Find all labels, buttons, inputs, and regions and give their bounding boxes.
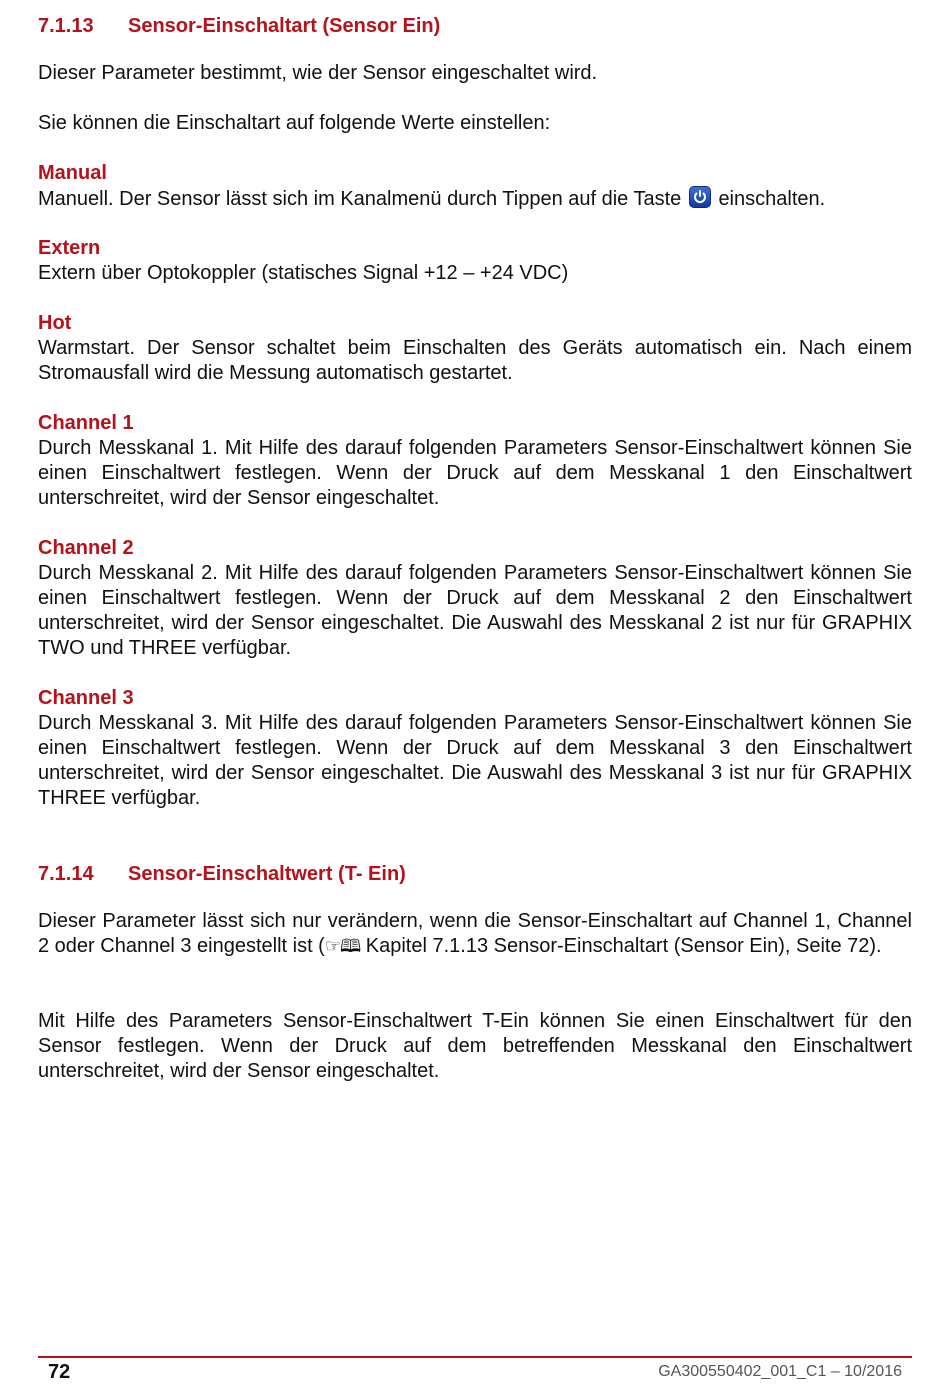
manual-text-before: Manuell. Der Sensor lässt sich im Kanalmenü durch Tippen auf die Taste xyxy=(38,188,682,210)
intro-paragraph-1: Dieser Parameter bestimmt, wie der Sensor eingeschaltet wird. xyxy=(38,62,598,84)
power-key-icon xyxy=(689,186,711,208)
option-label-hot: Hot xyxy=(38,312,72,334)
para1-before: Dieser Parameter lässt sich nur verändern, wenn die Sensor-Einschaltart auf Channel 1, Channel 2 oder Channel 3 eingestellt ist ( xyxy=(38,910,912,957)
section-number: 7.1.13 xyxy=(38,15,94,37)
para1-after: Kapitel 7.1.13 Sensor-Einschaltart (Sensor Ein), Seite 72). xyxy=(360,935,882,957)
page-number: 72 xyxy=(48,1361,71,1383)
cross-reference-icon: ☞🕮 xyxy=(324,936,361,956)
intro-paragraph-2: Sie können die Einschaltart auf folgende Werte einstellen: xyxy=(38,112,551,134)
section-heading-7-1-14 xyxy=(38,862,406,886)
option-text-extern: Extern über Optokoppler (statisches Signal +12 – +24 VDC) xyxy=(38,262,569,284)
section-title: Sensor-Einschaltart (Sensor Ein) xyxy=(128,15,441,37)
option-label-channel-2: Channel 2 xyxy=(38,537,134,559)
section2-paragraph-2: Mit Hilfe des Parameters Sensor-Einschaltwert T-Ein können Sie einen Einschaltwert für den Sensor festlegen. Wenn der Druck auf dem betreffenden Messkanal den Einschaltwert unterschreitet, wird der Sensor eingeschaltet. xyxy=(38,1010,912,1082)
option-text-hot: Warmstart. Der Sensor schaltet beim Einschalten des Geräts automatisch ein. Nach einem Stromausfall wird die Messung automatisch gestartet. xyxy=(38,337,912,384)
footer-divider xyxy=(38,1356,912,1358)
option-label-channel-3: Channel 3 xyxy=(38,687,134,709)
option-text-channel-2: Durch Messkanal 2. Mit Hilfe des darauf folgenden Parameters Sensor-Einschaltwert können Sie einen Einschaltwert festlegen. Wenn der Druck auf dem Messkanal 2 den Einschaltwert unterschreitet, wird der Sensor eingeschaltet. Die Auswahl des Messkanal 2 ist nur für GRAPHIX TWO und THREE verfügbar. xyxy=(38,562,912,659)
option-label-extern: Extern xyxy=(38,237,101,259)
option-text-manual xyxy=(38,186,912,212)
option-label-manual: Manual xyxy=(38,162,107,184)
manual-text-after: einschalten. xyxy=(718,188,826,210)
option-text-channel-3: Durch Messkanal 3. Mit Hilfe des darauf folgenden Parameters Sensor-Einschaltwert können Sie einen Einschaltwert festlegen. Wenn der Druck auf dem Messkanal 3 den Einschaltwert unterschreitet, wird der Sensor eingeschaltet. Die Auswahl des Messkanal 3 ist nur für GRAPHIX THREE verfügbar. xyxy=(38,712,912,809)
option-text-channel-1: Durch Messkanal 1. Mit Hilfe des darauf folgenden Parameters Sensor-Einschaltwert können Sie einen Einschaltwert festlegen. Wenn der Druck auf dem Messkanal 1 den Einschaltwert unterschreitet, wird der Sensor eingeschaltet. xyxy=(38,437,912,509)
section2-paragraph-1 xyxy=(38,909,912,959)
section-number: 7.1.14 xyxy=(38,863,94,885)
section-title: Sensor-Einschaltwert (T- Ein) xyxy=(128,863,406,885)
option-label-channel-1: Channel 1 xyxy=(38,412,134,434)
section-heading-7-1-13 xyxy=(38,14,440,38)
document-id: GA300550402_001_C1 – 10/2016 xyxy=(658,1363,902,1380)
